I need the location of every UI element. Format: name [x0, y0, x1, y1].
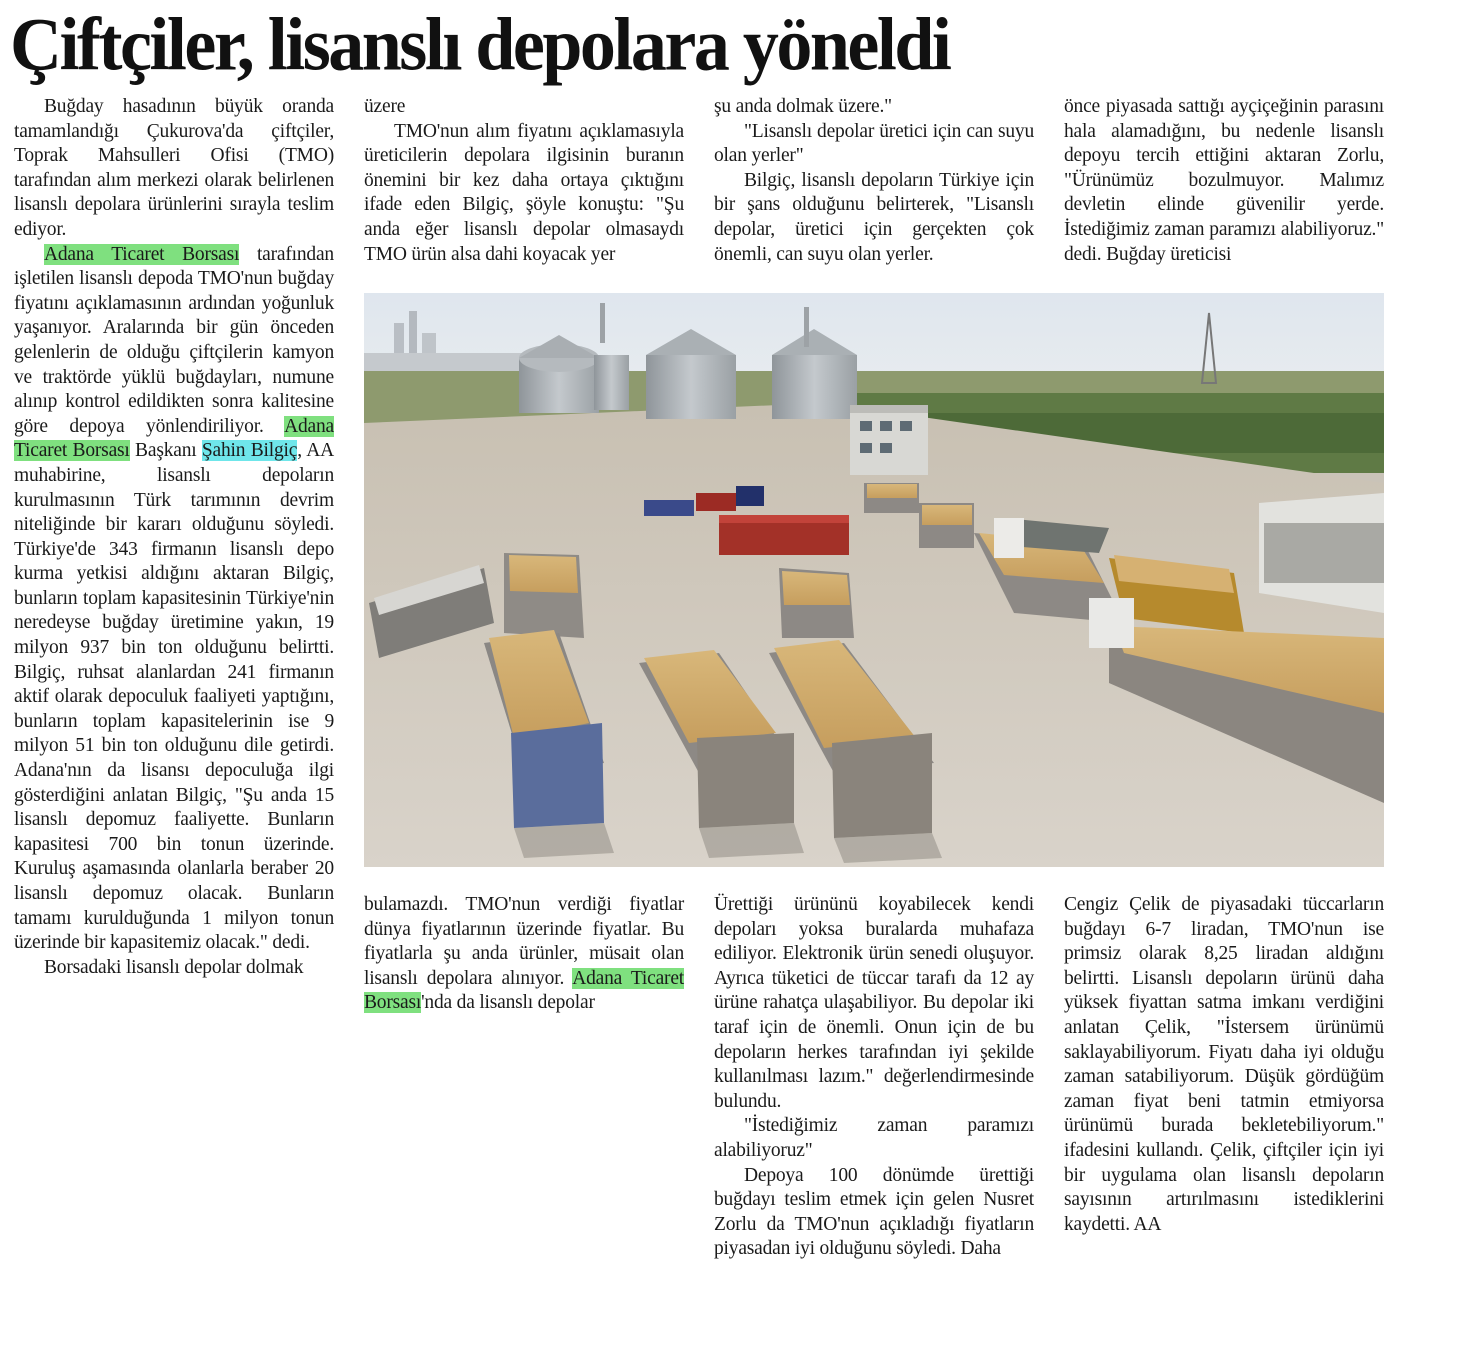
- highlight-org: Adana Ticaret Borsası: [364, 967, 684, 1014]
- paragraph: bulamazdı. TMO'nun verdiği fiyatlar dünya fiyatlarının üzerinde fiyatlar. Bu fiyatlarla şu anda ürünler, müsait olan lisanslı depolara alınıyor. Adana Ticaret Borsası'nda da lisanslı depolar: [364, 894, 684, 1014]
- paragraph: Adana Ticaret Borsası tarafından işletilen lisanslı depoda TMO'nun buğday fiyatını açıklamasının ardından yoğunluk yaşanıyor. Aralarında bir gün önceden gelenlerin de olduğu çiftçilerin kamyon ve traktörde yüklü buğdayları, numune alınıp kontrol edildikten sonra kalitesine göre depoya yönlendiriliyor. Adana Ticaret Borsası Başkanı Şahin Bilgiç, AA muhabirine, lisanslı depoların kurulmasının Türk tarımının devrim niteliğinde bir kararı olduğunu söyledi. Türkiye'de 343 firmanın lisanslı depo kurma yetkisi aldığını aktaran Bilgiç, bunların toplam kapasitesinin Türkiye'nin neredeyse buğday üretimine yakın, 19 milyon 937 bin ton olduğunu belirtti. Bilgiç, ruhsat alanlardan 241 firmanın aktif olarak depoculuk faaliyeti yaptığını, bunların toplam kapasitelerinin ise 9 milyon 51 bin ton olduğunu dile getirdi. Adana'nın da lisansı depoculuğa ilgi gösterdiğini anlatan Bilgiç, "Şu anda 15 lisanslı depomuz faaliyette. Bunların kapasitesi 700 bin tonun üzerinde. Kuruluş aşamasında olanlarla beraber 20 lisanslı depomuz olacak. Bunların tamamı kurulduğunda 1 milyon tonun üzerinde bir kapasitemiz olacak." dedi.: [14, 243, 334, 954]
- paragraph: Ürettiği ürününü koyabilecek kendi depoları yoksa buralarda muhafaza ediliyor. Elektronik ürün senedi oluşuyor. Ayrıca tüketici de tüccar tarafı da 12 ay ürüne rahatça ulaşabiliyor. Bu depolar iki taraf için de önemli. Onun için de bu depoların herkes tarafından iyi şekilde kullanılması lazım." değerlendirmesinde bulundu.: [714, 894, 1034, 1112]
- article-column-2-bottom: [364, 893, 684, 1016]
- article-column-4-top: [1064, 95, 1384, 267]
- paragraph: şu anda dolmak üzere.": [714, 96, 892, 117]
- article-column-2-top: [364, 95, 684, 267]
- article-column-3-top: [714, 95, 1034, 267]
- highlight-org: Adana Ticaret Borsası: [44, 243, 240, 265]
- paragraph: TMO'nun alım fiyatını açıklamasıyla üreticilerin depolara ilgisinin buranın önemini bir kez daha ortaya çıktığını ifade eden Bilgiç, şöyle konuştu: "Şu anda eğer lisanslı depolar olmasaydı TMO ürün alsa dahi koyacak yer: [364, 120, 684, 265]
- subheading: "İstediğimiz zaman paramızı alabiliyoruz": [714, 1115, 1034, 1161]
- headline: Çiftçiler, lisanslı depolara yöneldi: [10, 3, 950, 87]
- paragraph: Buğday hasadının büyük oranda tamamlandığı Çukurova'da çiftçiler, Toprak Mahsulleri Ofisi (TMO) tarafından alım merkezi olarak belirlenen lisanslı depolara ürünlerini sırayla teslim ediyor.: [14, 96, 334, 240]
- highlight-org: Adana Ticaret Borsası: [14, 415, 334, 462]
- paragraph: önce piyasada sattığı ayçiçeğinin parasını hala alamadığını, bu nedenle lisanslı depoyu tercih ettiğini aktaran Zorlu, "Ürünümüz bozulmuyor. Malımız devletin elinde güvenilir yerde. İstediğimiz zaman paramızı alabiliyoruz." dedi. Buğday üreticisi: [1064, 96, 1384, 265]
- paragraph: Depoya 100 dönümde ürettiği buğdayı teslim etmek için gelen Nusret Zorlu da TMO'nun açıkladığı fiyatların piyasadan iyi olduğunu söyledi. Daha: [714, 1164, 1034, 1260]
- grain-silo-trucks-photo: [364, 293, 1384, 867]
- paragraph: Borsadaki lisanslı depolar dolmak: [44, 956, 304, 978]
- subheading: "Lisanslı depolar üretici için can suyu olan yerler": [714, 120, 1034, 167]
- article-column-3-bottom: [714, 893, 1034, 1262]
- paragraph: Cengiz Çelik de piyasadaki tüccarların buğdayı 6-7 liradan, TMO'nun ise primsiz olarak 8,25 liradan aldığını belirtti. Lisanslı depoların ürünü daha yüksek fiyattan satma imkanı verdiğini anlatan Çelik, "İstersem ürünümü saklayabiliyorum. Fiyatı daha iyi olduğu zaman satabiliyorum. Düşük gördüğüm zaman fiyat beni tatmin etmiyorsa ürünümü burada bekletebiliyorum." ifadesini kullandı. Çelik, çiftçiler için iyi bir uygulama olan lisanslı depoların sayısının artırılmasını istediklerini kaydetti. AA: [1064, 894, 1384, 1235]
- highlight-person: Şahin Bilgiç: [201, 440, 298, 462]
- paragraph: Bilgiç, lisanslı depoların Türkiye için bir şans olduğunu belirterek, "Lisanslı depolar, üretici için gerçekten çok önemli, can suyu olan yerler.: [714, 169, 1034, 265]
- article-column-1: [14, 95, 334, 980]
- article-column-4-bottom: [1064, 893, 1384, 1237]
- paragraph: üzere: [364, 96, 406, 117]
